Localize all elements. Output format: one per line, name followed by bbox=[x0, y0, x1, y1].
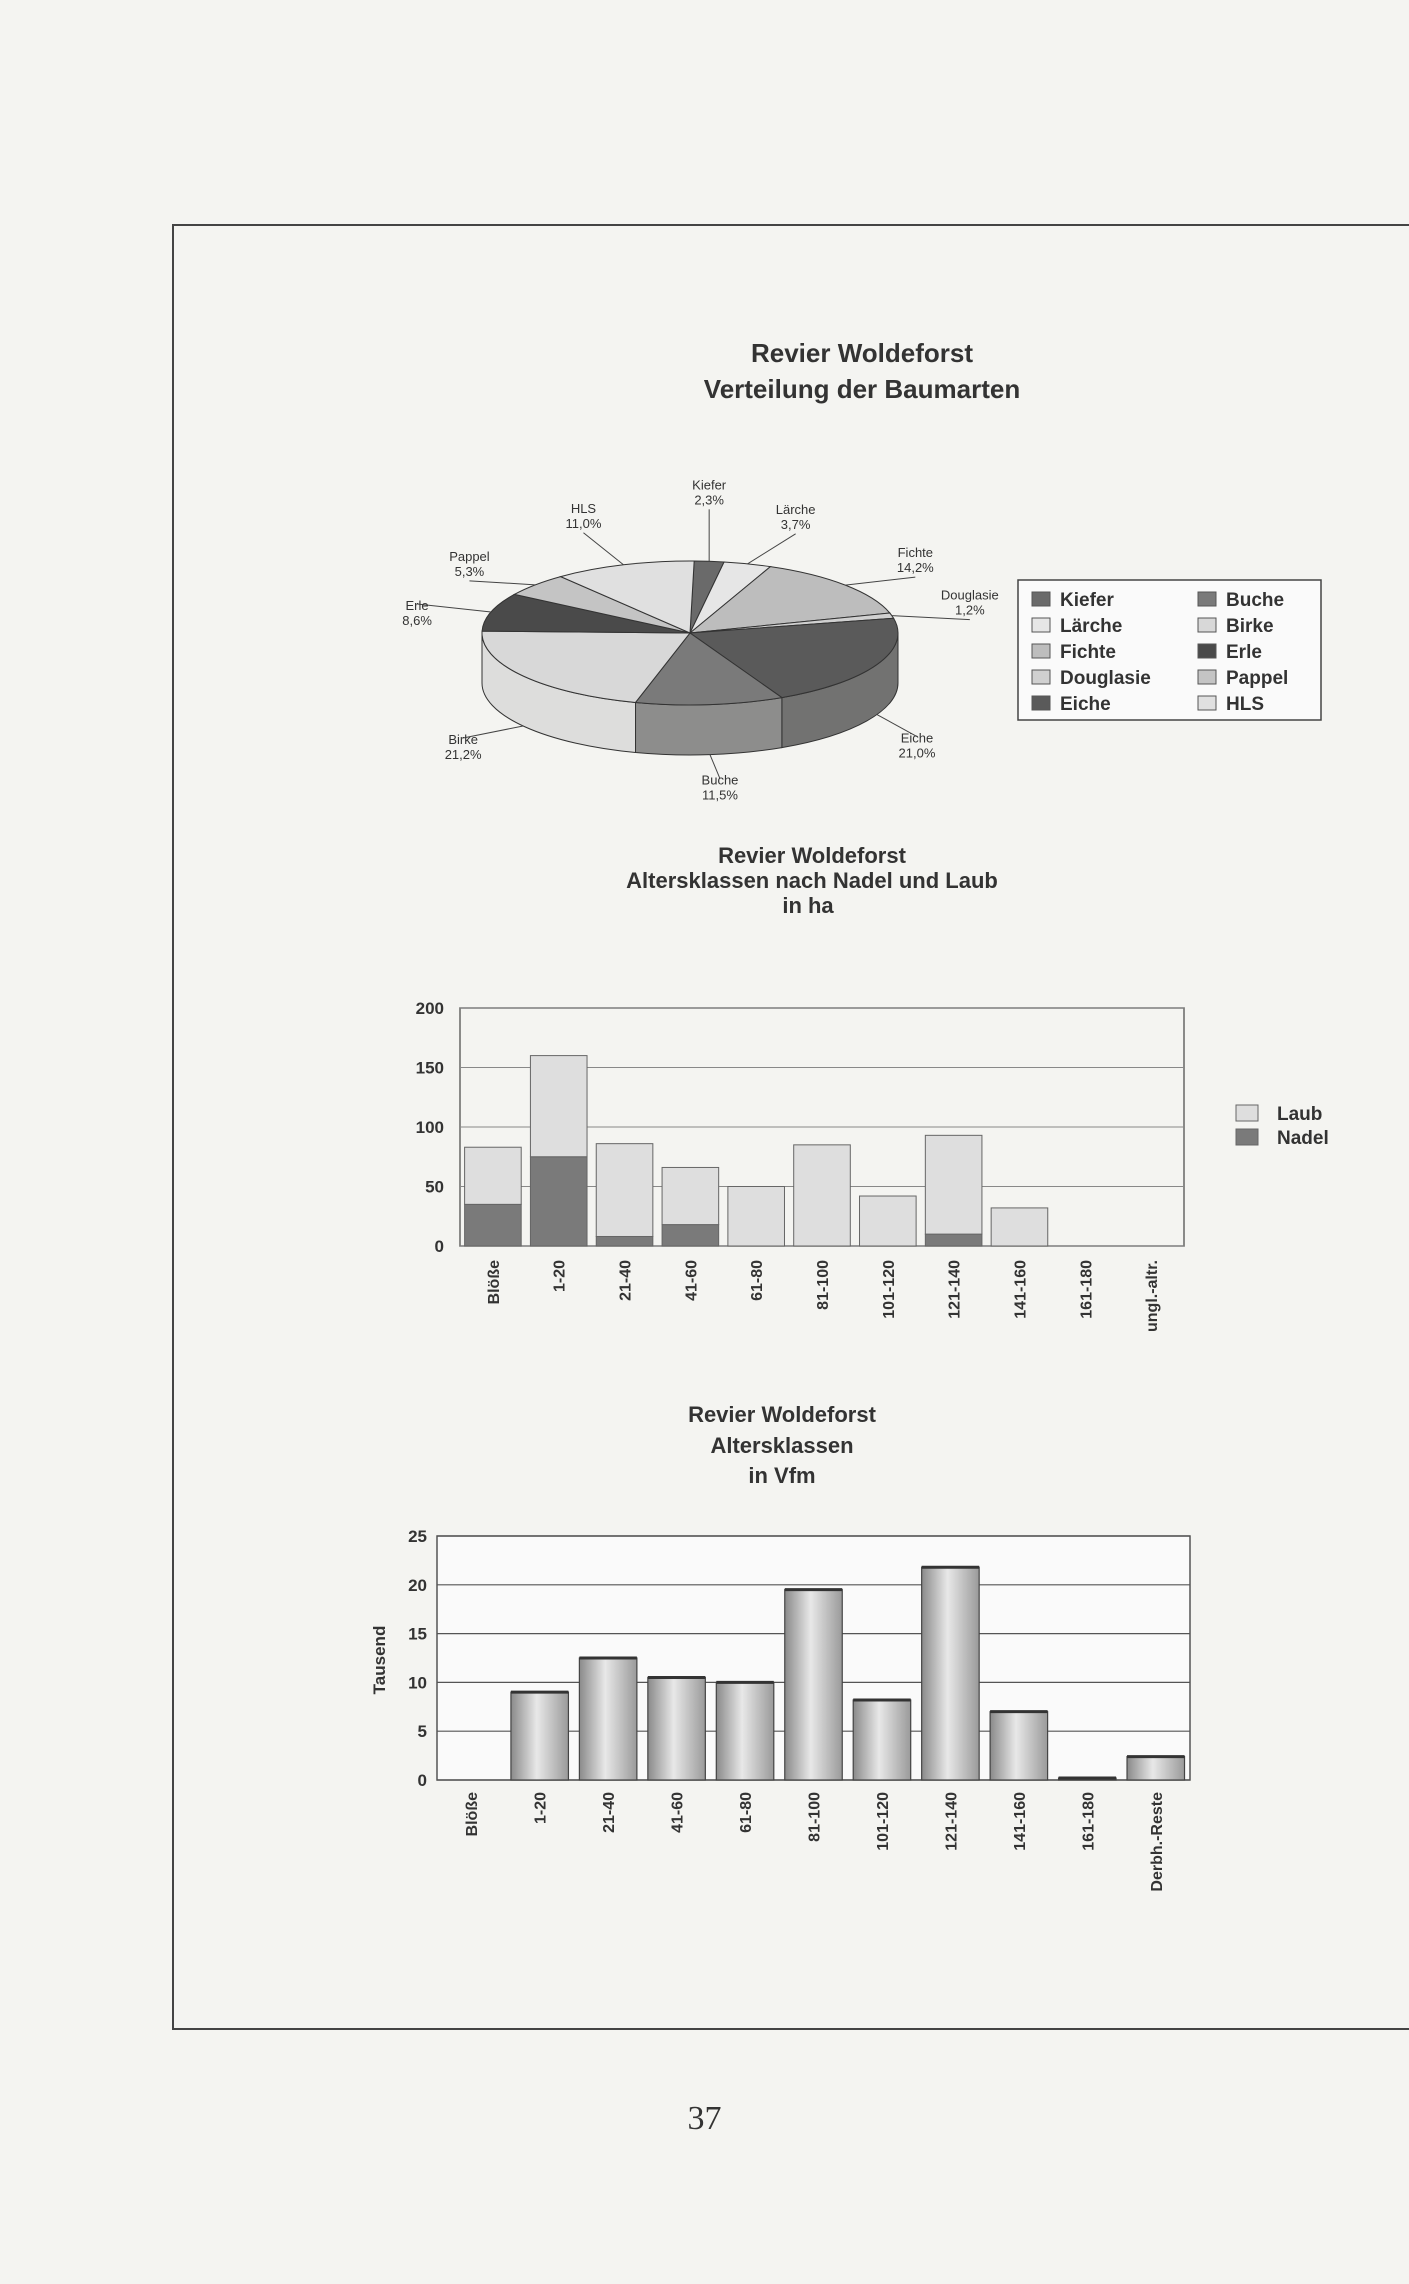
ha-xtick-101-120: 101-120 bbox=[880, 1260, 898, 1319]
vfm-ytick-10: 10 bbox=[408, 1673, 427, 1693]
vfm-ytick-20: 20 bbox=[408, 1575, 427, 1595]
pie-value-birke: 21,2% bbox=[444, 746, 482, 762]
ha-xtick-blöße: Blöße bbox=[485, 1260, 503, 1305]
pie-label-pappel: Pappel bbox=[449, 548, 490, 564]
ha-ticks bbox=[416, 999, 1161, 1332]
ha-xtick-161-180: 161-180 bbox=[1078, 1260, 1096, 1319]
ha-bar-nadel-1-20 bbox=[530, 1157, 587, 1246]
pie-label-hls: HLS bbox=[570, 500, 597, 516]
vfm-xtick-derbh-reste: Derbh.-Reste bbox=[1148, 1792, 1166, 1892]
ha-bar-laub-101-120 bbox=[860, 1196, 917, 1246]
vfm-bar-derbh-reste bbox=[1127, 1757, 1185, 1780]
vfm-ylabel: Tausend bbox=[370, 1625, 389, 1695]
pie-value-buche: 11,5% bbox=[702, 787, 738, 803]
pie-legend-label-eiche: Eiche bbox=[1060, 694, 1111, 715]
pie-legend-label-birke: Birke bbox=[1226, 616, 1274, 637]
pie-legend-swatch-lärche bbox=[1032, 618, 1050, 632]
pie-title: Revier Woldeforst bbox=[750, 338, 974, 368]
ha-ytick-200: 200 bbox=[415, 999, 444, 1018]
pie-label-eiche: Eiche bbox=[900, 730, 934, 746]
vfm-xtick-61-80: 61-80 bbox=[738, 1792, 756, 1833]
vfm-bar-1-20 bbox=[511, 1692, 569, 1780]
ha-bar-laub-141-160 bbox=[991, 1208, 1048, 1246]
pie-legend-swatch-fichte bbox=[1032, 644, 1050, 658]
ha-xtick-21-40: 21-40 bbox=[617, 1260, 635, 1301]
pie-value-pappel: 5,3% bbox=[454, 563, 485, 579]
pie-value-kiefer: 2,3% bbox=[694, 492, 724, 508]
pie-legend-swatch-douglasie bbox=[1032, 670, 1050, 684]
pie-value-douglasie: 1,2% bbox=[955, 602, 985, 618]
vfm-bar-21-40 bbox=[579, 1658, 637, 1780]
ha-bar-laub-121-140 bbox=[925, 1135, 982, 1234]
ha-legend-label-nadel: Nadel bbox=[1277, 1128, 1329, 1149]
vfm-xtick-121-140: 121-140 bbox=[943, 1792, 961, 1851]
ha-ytick-50: 50 bbox=[425, 1177, 444, 1197]
ha-xtick-41-60: 41-60 bbox=[683, 1260, 701, 1301]
pie-value-fichte: 14,2% bbox=[896, 560, 934, 576]
pie-value-eiche: 21,0% bbox=[898, 745, 936, 761]
pie-subtitle: Verteilung der Baumarten bbox=[703, 374, 1021, 404]
ha-xtick-81-100: 81-100 bbox=[815, 1260, 832, 1310]
pie-legend-swatch-pappel bbox=[1198, 670, 1216, 684]
ha-ytick-0: 0 bbox=[434, 1237, 444, 1256]
pie-value-hls: 11,0% bbox=[565, 515, 602, 531]
vfm-title: Revier Woldeforst bbox=[688, 1402, 876, 1427]
pie-leader-lärche bbox=[748, 534, 796, 564]
vfm-subtitle: Altersklassen bbox=[710, 1433, 854, 1458]
vfm-xtick-21-40: 21-40 bbox=[601, 1792, 619, 1833]
pie-leader-hls bbox=[583, 533, 623, 565]
ha-bar-laub-61-80 bbox=[728, 1187, 785, 1247]
pie-legend-swatch-hls bbox=[1198, 696, 1216, 710]
vfm-xtick-141-160: 141-160 bbox=[1011, 1792, 1029, 1851]
vfm-bar-81-100 bbox=[785, 1590, 843, 1780]
bar-chart-ha bbox=[416, 843, 1329, 1332]
vfm-ytick-5: 5 bbox=[417, 1722, 427, 1742]
pie-leader-pappel bbox=[469, 581, 535, 585]
pie-legend-label-lärche: Lärche bbox=[1060, 616, 1123, 637]
vfm-xtick-1-20: 1-20 bbox=[532, 1792, 550, 1825]
ha-bar-laub-blöße bbox=[465, 1147, 522, 1204]
vfm-bar-61-80 bbox=[716, 1682, 774, 1780]
pie-slices bbox=[482, 561, 898, 705]
pie-chart bbox=[402, 338, 1321, 803]
page-number: 37 bbox=[687, 2100, 722, 2137]
vfm-ytick-25: 25 bbox=[408, 1527, 427, 1546]
pie-label-douglasie: Douglasie bbox=[940, 587, 999, 603]
bar-chart-vfm bbox=[370, 1402, 1190, 1892]
pie-label-birke: Birke bbox=[448, 731, 478, 747]
vfm-ytick-15: 15 bbox=[408, 1624, 427, 1644]
ha-xtick-61-80: 61-80 bbox=[749, 1260, 767, 1301]
ha-bar-laub-1-20 bbox=[530, 1056, 587, 1157]
vfm-ytick-0: 0 bbox=[417, 1771, 427, 1790]
vfm-bar-141-160 bbox=[990, 1712, 1048, 1780]
pie-label-erle: Erle bbox=[405, 597, 429, 613]
ha-xtick-ungl-altr: ungl.-altr. bbox=[1144, 1260, 1162, 1332]
ha-legend-swatch-nadel bbox=[1236, 1129, 1258, 1145]
pie-leader-fichte bbox=[845, 577, 915, 585]
pie-legend-label-douglasie: Douglasie bbox=[1060, 668, 1151, 689]
pie-legend-swatch-buche bbox=[1198, 592, 1216, 606]
pie-label-fichte: Fichte bbox=[897, 545, 934, 561]
vfm-xtick-41-60: 41-60 bbox=[669, 1792, 687, 1833]
pie-legend-label-buche: Buche bbox=[1226, 590, 1285, 611]
pie-legend-label-erle: Erle bbox=[1226, 642, 1262, 663]
pie-legend-swatch-erle bbox=[1198, 644, 1216, 658]
vfm-bar-101-120 bbox=[853, 1700, 911, 1780]
pie-label-kiefer: Kiefer bbox=[692, 477, 727, 493]
ha-title: Revier Woldeforst bbox=[718, 843, 906, 868]
ha-ytick-100: 100 bbox=[415, 1118, 444, 1137]
vfm-xtick-161-180: 161-180 bbox=[1080, 1792, 1098, 1851]
ha-bar-nadel-21-40 bbox=[596, 1236, 653, 1246]
ha-xtick-1-20: 1-20 bbox=[551, 1260, 569, 1293]
pie-legend-label-kiefer: Kiefer bbox=[1060, 590, 1114, 611]
ha-xtick-121-140: 121-140 bbox=[946, 1260, 964, 1319]
pie-legend-label-hls: HLS bbox=[1226, 694, 1264, 715]
pie-legend-label-pappel: Pappel bbox=[1226, 668, 1289, 689]
vfm-unit: in Vfm bbox=[748, 1463, 816, 1488]
pie-value-lärche: 3,7% bbox=[780, 516, 811, 532]
ha-bar-laub-21-40 bbox=[596, 1144, 653, 1237]
pie-value-erle: 8,6% bbox=[402, 612, 432, 628]
ha-bar-laub-81-100 bbox=[794, 1145, 851, 1246]
pie-legend-swatch-eiche bbox=[1032, 696, 1050, 710]
ha-bar-nadel-blöße bbox=[465, 1204, 522, 1246]
ha-unit: in ha bbox=[782, 893, 834, 918]
vfm-xtick-101-120: 101-120 bbox=[874, 1792, 892, 1851]
ha-legend-swatch-laub bbox=[1236, 1105, 1258, 1121]
vfm-xtick-81-100: 81-100 bbox=[806, 1792, 824, 1842]
vfm-bar-121-140 bbox=[922, 1567, 980, 1780]
pie-legend-label-fichte: Fichte bbox=[1060, 642, 1116, 663]
ha-bar-laub-41-60 bbox=[662, 1167, 719, 1224]
pie-label-buche: Buche bbox=[701, 772, 739, 788]
ha-legend bbox=[1236, 1104, 1329, 1149]
ha-bar-nadel-41-60 bbox=[662, 1225, 719, 1246]
pie-legend-swatch-birke bbox=[1198, 618, 1216, 632]
pie-label-lärche: Lärche bbox=[775, 501, 816, 517]
ha-xtick-141-160: 141-160 bbox=[1012, 1260, 1030, 1319]
ha-bars bbox=[465, 1056, 1048, 1246]
ha-subtitle: Altersklassen nach Nadel und Laub bbox=[626, 868, 998, 893]
pie-side-buche bbox=[636, 698, 782, 755]
vfm-xtick-blöße: Blöße bbox=[464, 1792, 482, 1837]
vfm-bar-41-60 bbox=[648, 1678, 706, 1780]
pie-legend-swatch-kiefer bbox=[1032, 592, 1050, 606]
ha-bar-nadel-121-140 bbox=[925, 1234, 982, 1246]
ha-ytick-150: 150 bbox=[415, 1058, 444, 1078]
ha-legend-label-laub: Laub bbox=[1277, 1104, 1323, 1125]
